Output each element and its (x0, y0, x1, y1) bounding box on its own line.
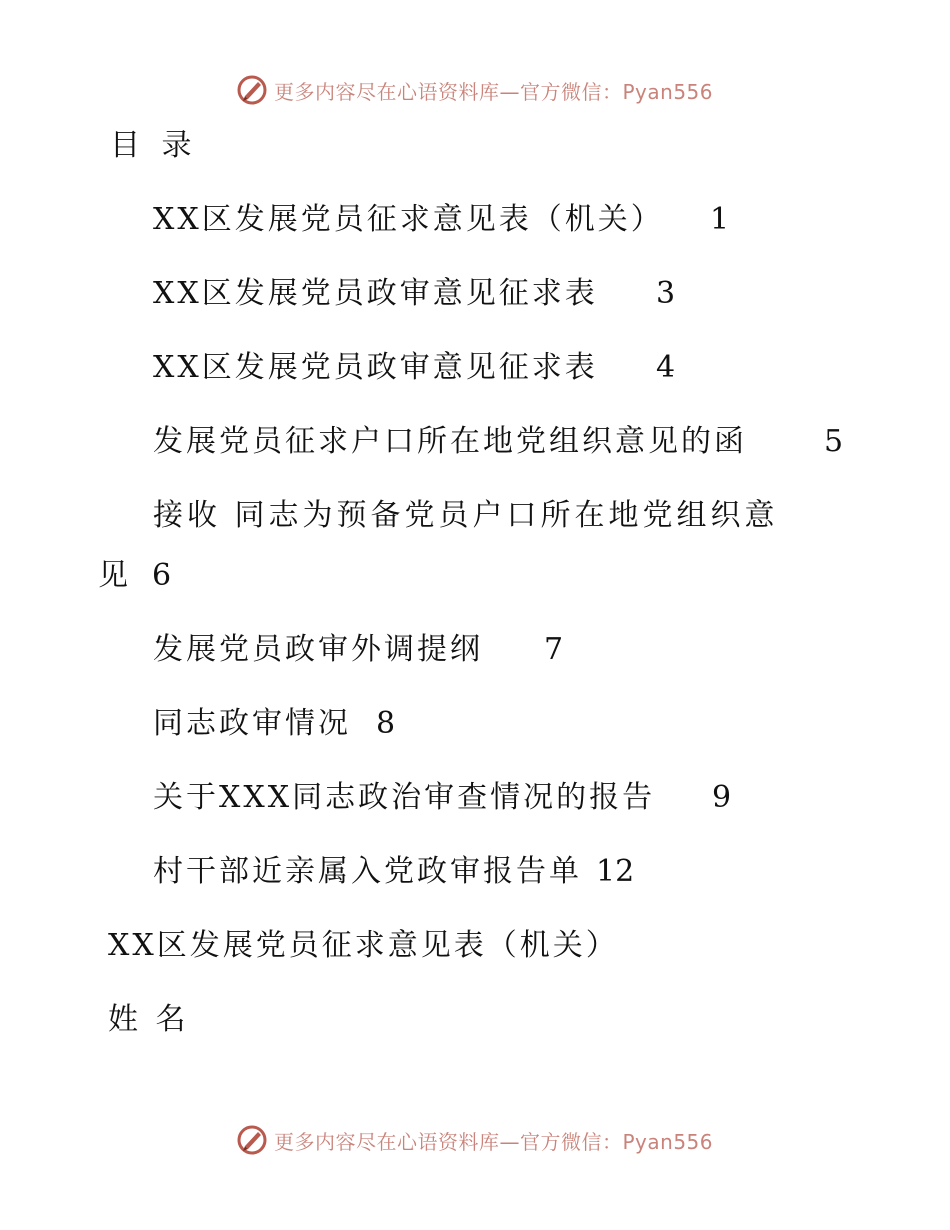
toc-page-number: 9 (712, 780, 732, 815)
toc-entry: 村干部近亲属入党政审报告单 (153, 854, 582, 889)
toc-entry: 接收 同志为预备党员户口所在地党组织意 (153, 498, 779, 533)
toc-page-number: 12 (596, 854, 635, 889)
toc-page-number: 7 (544, 632, 564, 667)
toc-entry-continuation: 见 (98, 558, 131, 593)
quill-pen-seal-icon (236, 74, 268, 106)
watermark-top (236, 72, 716, 108)
section-heading: XX区发展党员征求意见表（机关） (108, 928, 619, 963)
toc-title: 目 录 (110, 128, 198, 163)
toc-entry: XX区发展党员政审意见征求表 (153, 350, 598, 385)
toc-page-number: 1 (710, 202, 730, 237)
toc-page-number: 6 (152, 558, 172, 593)
watermark-text: 更多内容尽在心语资料库—官方微信：Pyan556 (274, 1129, 714, 1154)
toc-page-number: 4 (656, 350, 676, 385)
toc-entry: 关于XXX同志政治审查情况的报告 (153, 780, 656, 815)
toc-entry: 发展党员征求户口所在地党组织意见的函 (153, 424, 747, 459)
toc-entry: 发展党员政审外调提纲 (153, 632, 483, 667)
watermark-text: 更多内容尽在心语资料库—官方微信：Pyan556 (274, 79, 714, 104)
toc-entry: 同志政审情况 (153, 706, 351, 741)
toc-page-number: 8 (376, 706, 396, 741)
name-field-label: 姓 名 (108, 1002, 190, 1037)
toc-page-number: 5 (824, 424, 844, 459)
toc-entry: XX区发展党员政审意见征求表 (153, 276, 598, 311)
toc-page-number: 3 (656, 276, 676, 311)
watermark-bottom (236, 1122, 716, 1158)
toc-entry: XX区发展党员征求意见表（机关） (153, 202, 664, 237)
quill-pen-seal-icon (236, 1124, 268, 1156)
